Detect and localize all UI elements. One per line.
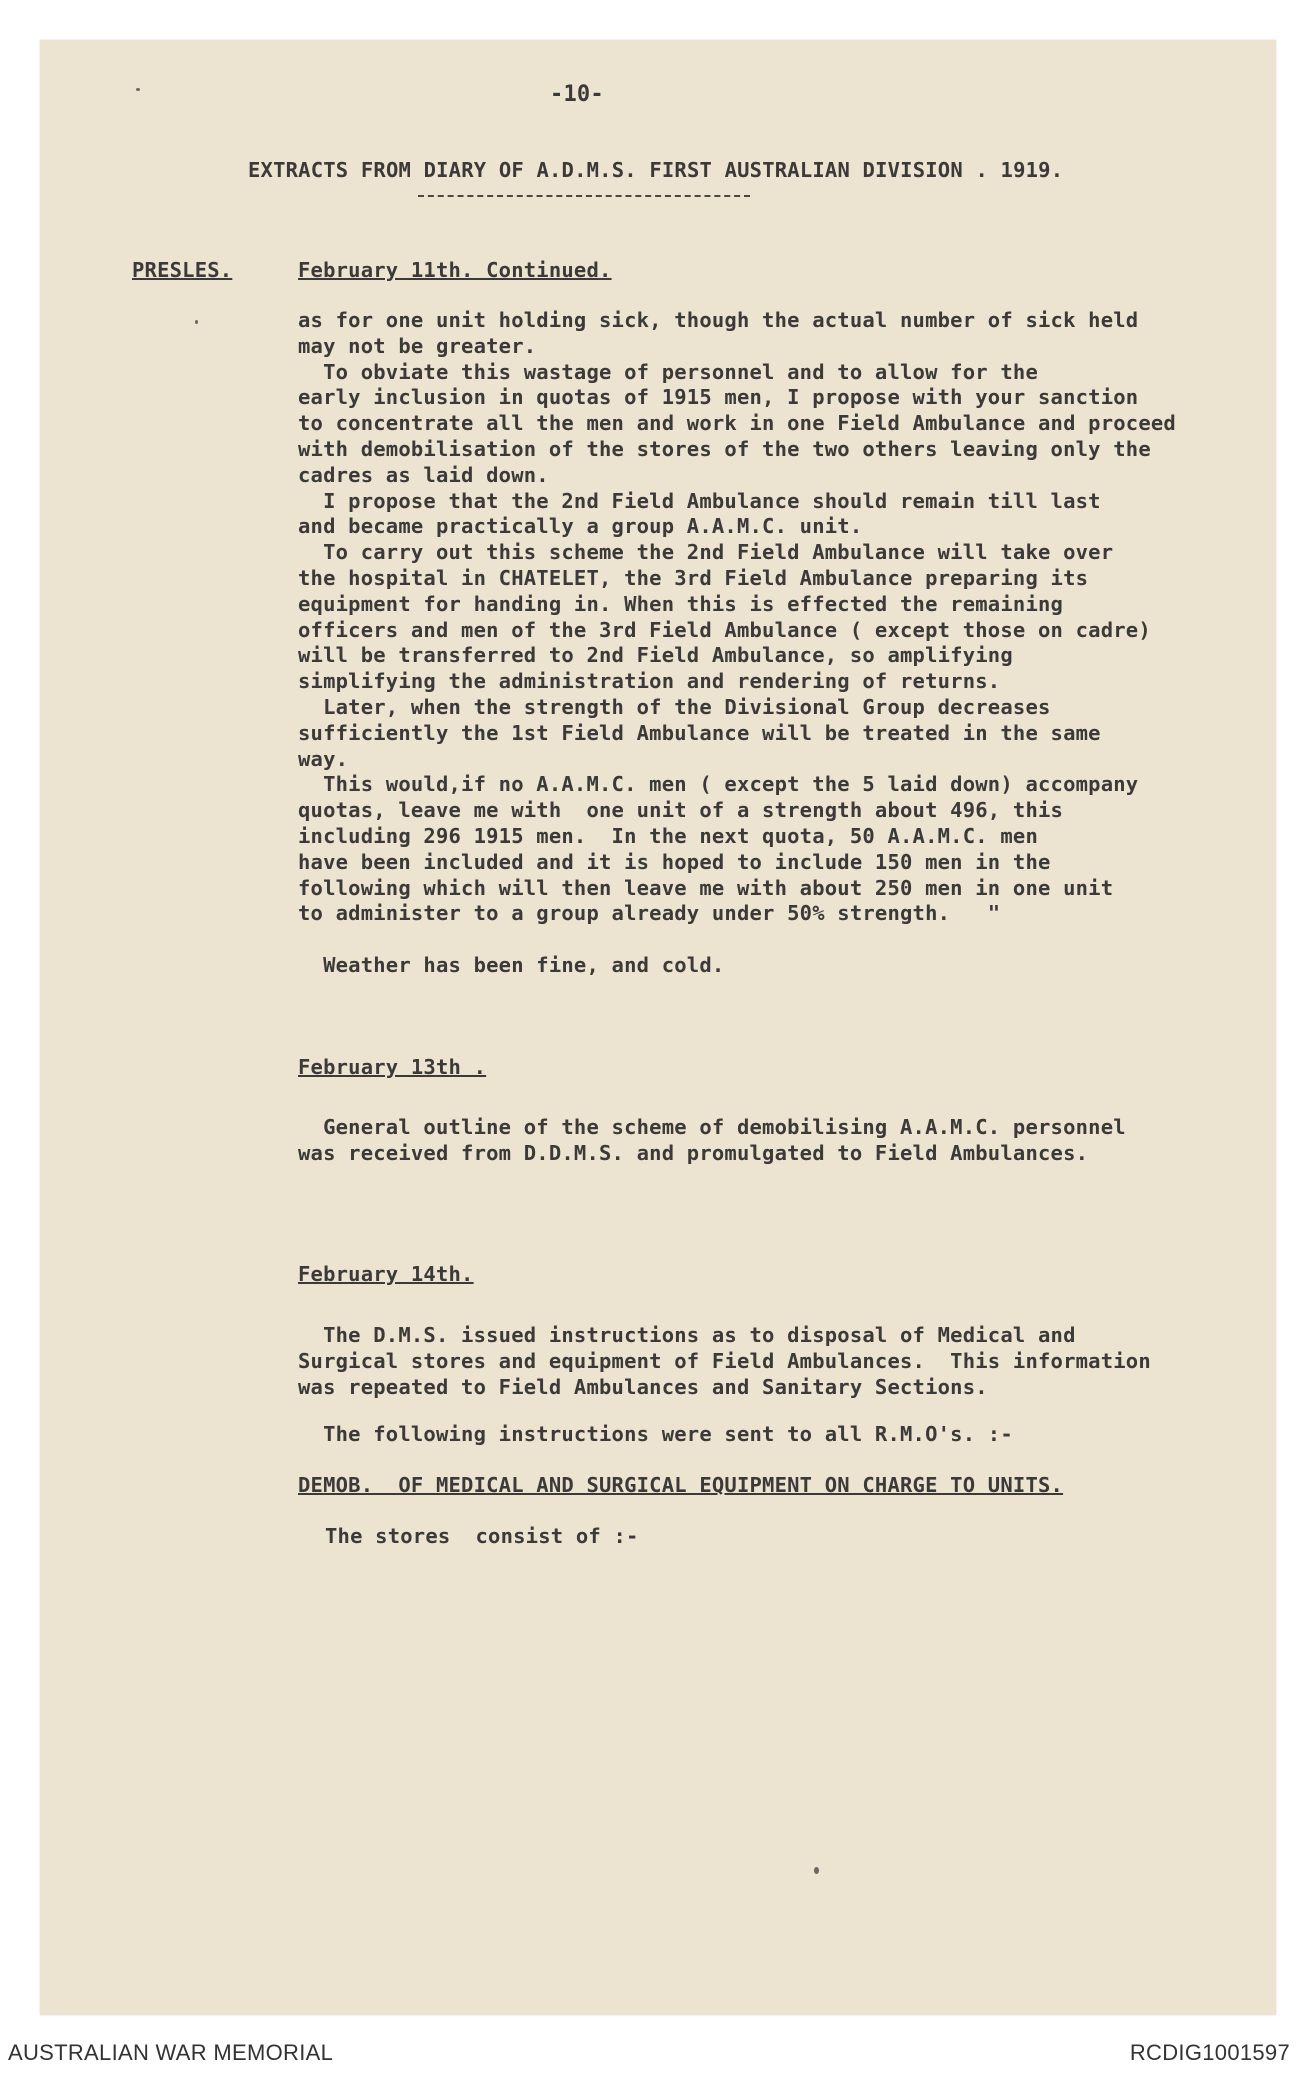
text-line: The following instructions were sent to all R.M.O's. :- [298, 1422, 1013, 1446]
text-line: and became practically a group A.A.M.C. unit. [298, 514, 863, 539]
text-line: including 296 1915 men. In the next quota, 50 A.A.M.C. men [298, 823, 1038, 848]
text-line: the hospital in CHATELET, the 3rd Field Ambulance preparing its [298, 565, 1089, 590]
text-line: following which will then leave me with about 250 men in one unit [298, 875, 1114, 900]
text-line: early inclusion in quotas of 1915 men, I propose with your sanction [298, 385, 1139, 410]
text-line: with demobilisation of the stores of the two others leaving only the [298, 436, 1151, 461]
stores-block [325, 1524, 1305, 1550]
entry-body-feb-13 [298, 1115, 1278, 1167]
text-line: to concentrate all the men and work in one Field Ambulance and proceed [298, 411, 1176, 436]
demob-heading: DEMOB. OF MEDICAL AND SURGICAL EQUIPMENT ON CHARGE TO UNITS. [298, 1473, 1064, 1497]
text-line: will be transferred to 2nd Field Ambulance, so amplifying [298, 643, 1013, 668]
text-line: cadres as laid down. [298, 462, 549, 487]
text-line: Weather has been fine, and cold. [298, 952, 725, 977]
text-line: have been included and it is hoped to include 150 men in the [298, 849, 1051, 874]
footer-record-id: RCDIG1001597 [1129, 2040, 1290, 2065]
place-name: PRESLES. [132, 258, 233, 282]
text-line: may not be greater. [298, 333, 537, 358]
entry-heading-feb-14: February 14th. [298, 1262, 474, 1286]
paper-speck [195, 320, 198, 324]
paper-speck [136, 88, 140, 91]
text-line: To carry out this scheme the 2nd Field Ambulance will take over [298, 540, 1114, 565]
text-line: Surgical stores and equipment of Field Ambulances. This information [298, 1348, 1151, 1373]
text-line: was repeated to Field Ambulances and Sanitary Sections. [298, 1374, 988, 1399]
text-line: officers and men of the 3rd Field Ambulance ( except those on cadre) [298, 617, 1151, 642]
entry-heading-feb-11: February 11th. Continued. [298, 258, 612, 282]
document-page [40, 40, 1276, 2015]
text-line: This would,if no A.A.M.C. men ( except the 5 laid down) accompany [298, 772, 1139, 797]
stores-line: The stores consist of :- [325, 1524, 639, 1548]
text-line: as for one unit holding sick, though the actual number of sick held [298, 308, 1139, 332]
text-line: simplifying the administration and rendering of returns. [298, 669, 1001, 694]
entry-heading-feb-13: February 13th . [298, 1055, 487, 1079]
text-line: way. [298, 746, 349, 771]
text-line: I propose that the 2nd Field Ambulance should remain till last [298, 488, 1101, 513]
paper-speck [814, 1867, 819, 1874]
title-underline-rule [418, 195, 750, 197]
page-title: EXTRACTS FROM DIARY OF A.D.M.S. FIRST AUSTRALIAN DIVISION . 1919. [248, 158, 1064, 182]
text-line: quotas, leave me with one unit of a strength about 496, this [298, 798, 1064, 823]
footer-archive-name: AUSTRALIAN WAR MEMORIAL [8, 2040, 334, 2065]
text-line: was received from D.D.M.S. and promulgated to Field Ambulances. [298, 1140, 1089, 1165]
text-line: To obviate this wastage of personnel and to allow for the [298, 359, 1038, 384]
text-line: The D.M.S. issued instructions as to disposal of Medical and [298, 1323, 1076, 1347]
entry-body-feb-14-instructions [298, 1422, 1278, 1448]
text-line: to administer to a group already under 50% strength. " [298, 901, 1001, 926]
page-number: -10- [550, 82, 604, 107]
text-line: Later, when the strength of the Divisional Group decreases [298, 694, 1051, 719]
entry-body-feb-14 [298, 1323, 1278, 1400]
text-line: equipment for handing in. When this is effected the remaining [298, 591, 1064, 616]
entry-body-feb-11 [298, 308, 1278, 979]
text-line: sufficiently the 1st Field Ambulance will be treated in the same [298, 720, 1101, 745]
text-line: General outline of the scheme of demobilising A.A.M.C. personnel [298, 1115, 1126, 1139]
